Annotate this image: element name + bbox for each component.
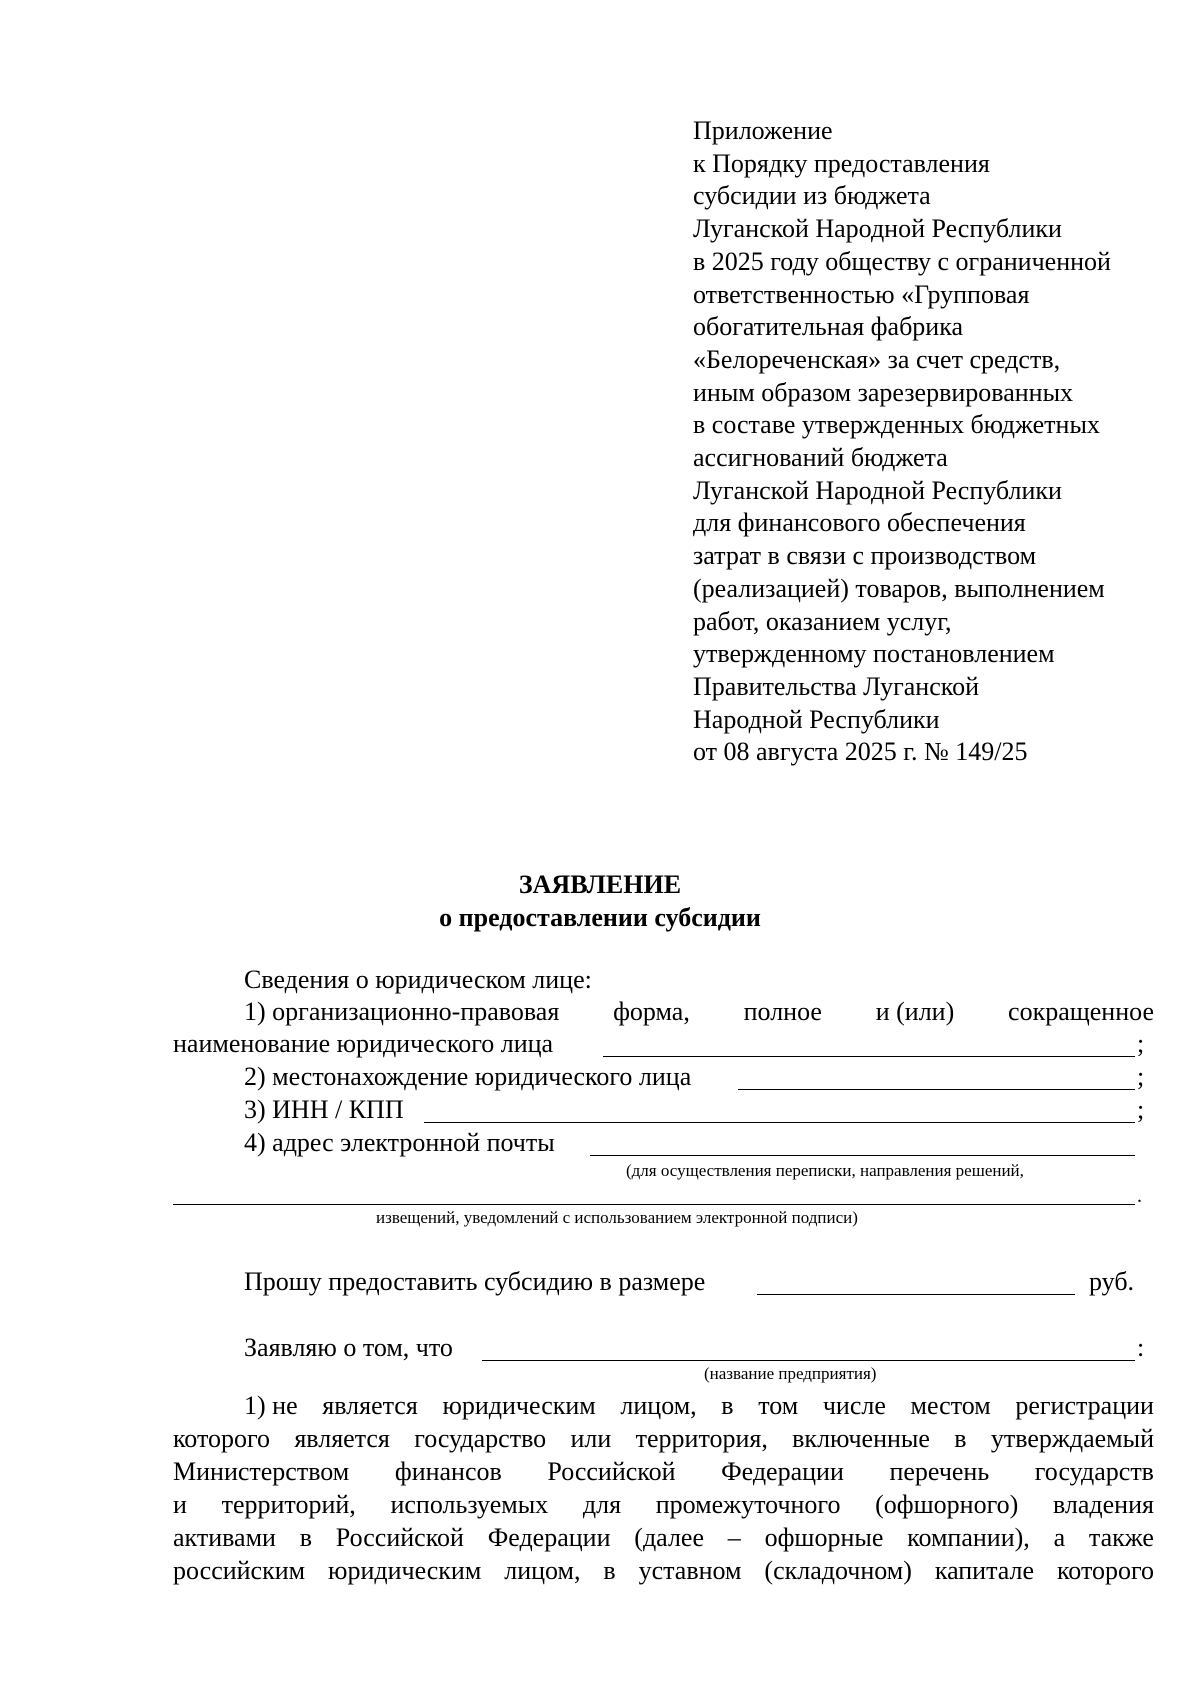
paragraph-word: государство (414, 1424, 547, 1453)
declaration-text: Заявляю о том, что (244, 1333, 453, 1362)
email-field[interactable] (590, 1155, 1135, 1156)
company-name-field[interactable] (482, 1360, 1135, 1361)
paragraph-word: уставном (638, 1556, 742, 1585)
paragraph-word: в (721, 1391, 734, 1420)
email-continuation-line[interactable] (173, 1204, 1135, 1205)
appendix-block (693, 115, 1173, 769)
paragraph-word: – (727, 1523, 741, 1552)
paragraph-word: (офшорного) (875, 1490, 1019, 1519)
paragraph-line (173, 1423, 1154, 1455)
appendix-line: иным образом зарезервированных (693, 377, 1074, 407)
appendix-line: в 2025 году обществу с ограниченной (693, 246, 1111, 276)
appendix-line: «Белореченская» за счет средств, (693, 344, 1061, 374)
item1-line (244, 996, 1154, 1028)
item1-word: форма, (613, 997, 690, 1026)
paragraph-word: является (294, 1424, 390, 1453)
item1-word: сокращенное (1008, 997, 1154, 1026)
email-hint-line1: (для осуществления переписки, направления решений, (626, 1161, 1024, 1180)
paragraph-word: перечень (889, 1457, 990, 1486)
appendix-line: (реализацией) товаров, выполнением (693, 573, 1105, 603)
paragraph-word: Федерации (721, 1457, 844, 1486)
paragraph-word: государств (1034, 1457, 1154, 1486)
appendix-line: ассигнований бюджета (693, 443, 948, 473)
appendix-line: Правительства Луганской (693, 671, 979, 701)
legal-entity-heading: Сведения о юридическом лице: (244, 965, 592, 994)
paragraph-line (173, 1522, 1154, 1554)
request-text: Прошу предоставить субсидию в размере (244, 1267, 706, 1296)
paragraph-word: промежуточного (655, 1490, 841, 1519)
paragraph-word: Российской (335, 1523, 464, 1552)
paragraph-word: которого (173, 1424, 271, 1453)
paragraph-word: лицом, (504, 1556, 581, 1585)
paragraph-word: местом (910, 1391, 991, 1420)
document-subtitle: о предоставлении субсидии (439, 903, 761, 932)
paragraph-word: числе (822, 1391, 886, 1420)
paragraph-word: Российской (547, 1457, 676, 1486)
paragraph-word: Федерации (487, 1523, 611, 1552)
paragraph-word: том (758, 1391, 799, 1420)
paragraph-word: является (322, 1391, 418, 1420)
currency-unit: руб. (1089, 1267, 1135, 1296)
paragraph-word: утверждаемый (990, 1424, 1154, 1453)
appendix-line: Народной Республики (693, 704, 940, 734)
item1-semicolon: ; (1137, 1029, 1145, 1058)
paragraph-word: (далее (634, 1523, 705, 1552)
declaration-colon: : (1137, 1333, 1145, 1362)
paragraph-word: в (603, 1556, 616, 1585)
appendix-line: Приложение (693, 116, 833, 145)
paragraph-word: в (954, 1424, 967, 1453)
inn-kpp-field[interactable] (424, 1122, 1135, 1123)
paragraph-word: в (299, 1523, 313, 1552)
paragraph-word: для (582, 1490, 622, 1519)
appendix-line: в составе утвержденных бюджетных (693, 410, 1100, 440)
appendix-line: работ, оказанием услуг, (693, 606, 952, 636)
paragraph-word: также (1088, 1523, 1154, 1552)
paragraph-word: юридическим (442, 1391, 596, 1420)
paragraph-word: (складочном) (764, 1556, 912, 1585)
company-name-hint: (название предприятия) (704, 1364, 877, 1383)
paragraph-word: используемых (390, 1490, 549, 1519)
paragraph-word: капитале (934, 1556, 1035, 1585)
appendix-line: Луганской Народной Республики (693, 214, 1062, 244)
paragraph-word: и (173, 1490, 187, 1519)
appendix-line: Луганской Народной Республики (693, 475, 1062, 505)
paragraph-word: финансов (394, 1457, 502, 1486)
paragraph-word: или (570, 1424, 612, 1453)
entity-name-field[interactable] (603, 1056, 1135, 1057)
paragraph-line (244, 1390, 1154, 1422)
entity-location-field[interactable] (738, 1089, 1135, 1090)
paragraph-word: а (1053, 1523, 1066, 1552)
paragraph-word: Министерством (173, 1457, 350, 1486)
paragraph-word: территория, (635, 1424, 768, 1453)
paragraph-line (173, 1489, 1154, 1521)
item2-semicolon: ; (1137, 1062, 1145, 1091)
appendix-line: ответственностью «Групповая (693, 279, 1030, 309)
appendix-line: для финансового обеспечения (693, 508, 1026, 538)
paragraph-word: регистрации (1015, 1391, 1154, 1420)
item1-continuation: наименование юридического лица (173, 1029, 554, 1058)
item3-semicolon: ; (1137, 1095, 1145, 1124)
paragraph-line (173, 1555, 1154, 1587)
paragraph-word: юридическим (328, 1556, 482, 1585)
email-period: . (1137, 1185, 1142, 1207)
document-title: ЗАЯВЛЕНИЕ (518, 870, 682, 899)
appendix-line: обогатительная фабрика (693, 312, 963, 342)
email-hint-line2: извещений, уведомлений с использованием электронной подписи) (376, 1208, 858, 1227)
paragraph-word: активами (173, 1523, 276, 1552)
paragraph-word: 1) не (244, 1391, 298, 1420)
paragraph-word: владения (1052, 1490, 1154, 1519)
subsidy-amount-field[interactable] (757, 1294, 1075, 1295)
paragraph-word: территорий, (221, 1490, 356, 1519)
paragraph-word: российским (173, 1556, 306, 1585)
item3-label: 3) ИНН / КПП (244, 1095, 404, 1124)
item2-label: 2) местонахождение юридического лица (244, 1062, 692, 1091)
item1-word: полное (743, 997, 822, 1026)
appendix-line: от 08 августа 2025 г. № 149/25 (693, 737, 1028, 767)
paragraph-word: офшорные (764, 1523, 884, 1552)
appendix-line: субсидии из бюджета (693, 181, 931, 211)
appendix-line: затрат в связи с производством (693, 541, 1037, 571)
paragraph-word: лицом, (620, 1391, 697, 1420)
paragraph-word: компании), (907, 1523, 1030, 1552)
item1-word: 1) организационно-правовая (244, 997, 560, 1026)
appendix-line: утвержденному постановлением (693, 639, 1055, 669)
paragraph-line (173, 1456, 1154, 1488)
appendix-line: к Порядку предоставления (693, 148, 990, 178)
item1-word: и (или) (875, 997, 955, 1026)
paragraph-word: которого (1056, 1556, 1154, 1585)
item4-label: 4) адрес электронной почты (244, 1128, 555, 1157)
paragraph-word: включенные (792, 1424, 930, 1453)
